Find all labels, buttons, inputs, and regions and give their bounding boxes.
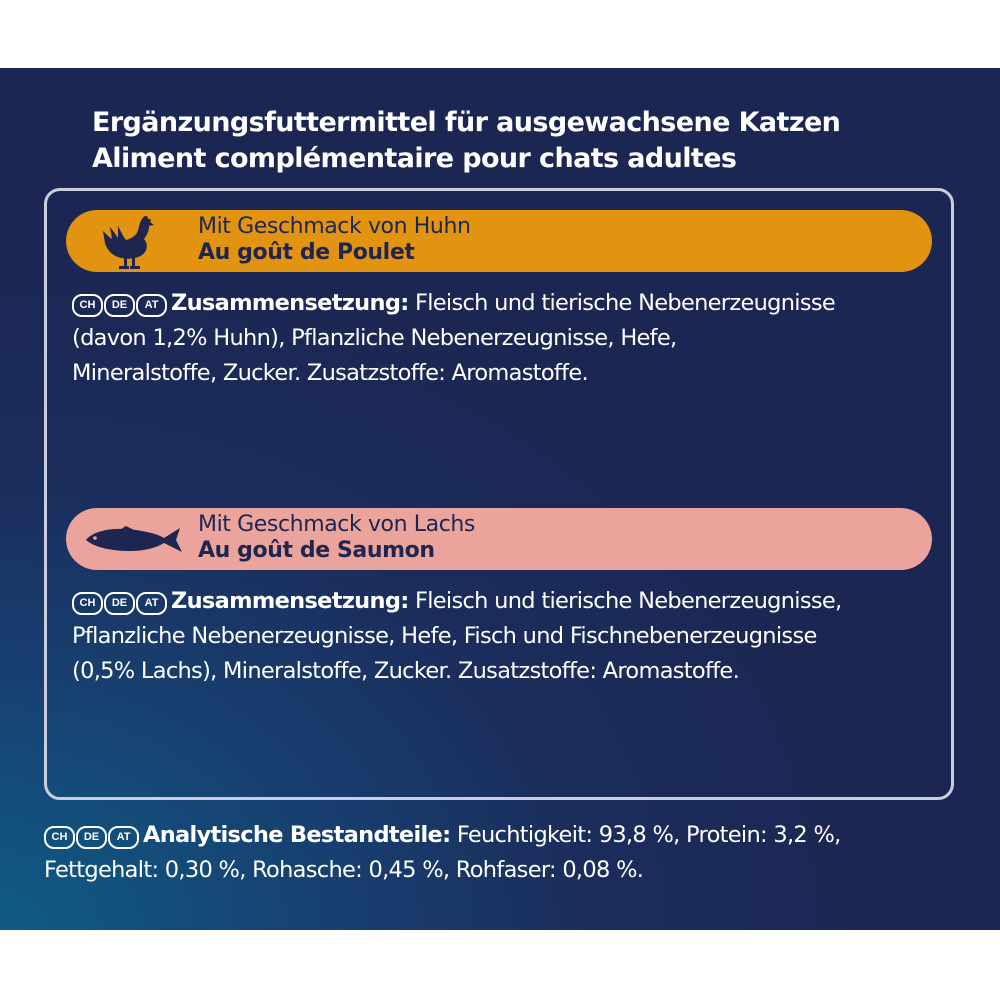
variants-box (44, 188, 954, 800)
badge-ch: CH (44, 826, 75, 849)
country-badges (44, 826, 139, 849)
composition-text-line: Fleisch und tierische Nebenerzeugnisse, (414, 588, 842, 614)
analytics-label: Analytische Bestandteile: (143, 822, 451, 848)
variant-band-salmon (66, 508, 932, 570)
analytics-text-line: Feuchtigkeit: 93,8 %, Protein: 3,2 %, (456, 822, 841, 848)
page-title-fr: Aliment complémentaire pour chats adultes (92, 143, 737, 174)
variant-name-de: Mit Geschmack von Lachs (198, 512, 475, 537)
badge-at: AT (136, 294, 167, 317)
composition-text-line: Pflanzliche Nebenerzeugnisse, Hefe, Fisch und Fischnebenerzeugnisse (72, 623, 817, 649)
badge-de: DE (104, 294, 135, 317)
variant-band-chicken (66, 210, 932, 272)
composition-salmon (72, 584, 952, 689)
chicken-icon (102, 213, 156, 271)
composition-label: Zusammensetzung: (171, 588, 409, 614)
country-badges (72, 294, 167, 317)
badge-de: DE (76, 826, 107, 849)
analytics-text-line: Fettgehalt: 0,30 %, Rohasche: 0,45 %, Rohfaser: 0,08 %. (44, 857, 644, 883)
composition-chicken (72, 286, 952, 391)
variant-name-fr: Au goût de Saumon (198, 538, 435, 563)
badge-de: DE (104, 592, 135, 615)
composition-label: Zusammensetzung: (171, 290, 409, 316)
fish-icon (84, 526, 184, 554)
analytical-constituents (44, 818, 944, 888)
badge-ch: CH (72, 592, 103, 615)
country-badges (72, 592, 167, 615)
badge-ch: CH (72, 294, 103, 317)
composition-text-line: (davon 1,2% Huhn), Pflanzliche Nebenerzeugnisse, Hefe, (72, 325, 677, 351)
badge-at: AT (136, 592, 167, 615)
composition-text-line: Mineralstoffe, Zucker. Zusatzstoffe: Aromastoffe. (72, 360, 588, 386)
variant-name-fr: Au goût de Poulet (198, 240, 415, 265)
variant-name-de: Mit Geschmack von Huhn (198, 214, 471, 239)
page-title-de: Ergänzungsfuttermittel für ausgewachsene Katzen (92, 107, 841, 138)
badge-at: AT (108, 826, 139, 849)
composition-text-line: Fleisch und tierische Nebenerzeugnisse (414, 290, 836, 316)
composition-text-line: (0,5% Lachs), Mineralstoffe, Zucker. Zusatzstoffe: Aromastoffe. (72, 658, 740, 684)
